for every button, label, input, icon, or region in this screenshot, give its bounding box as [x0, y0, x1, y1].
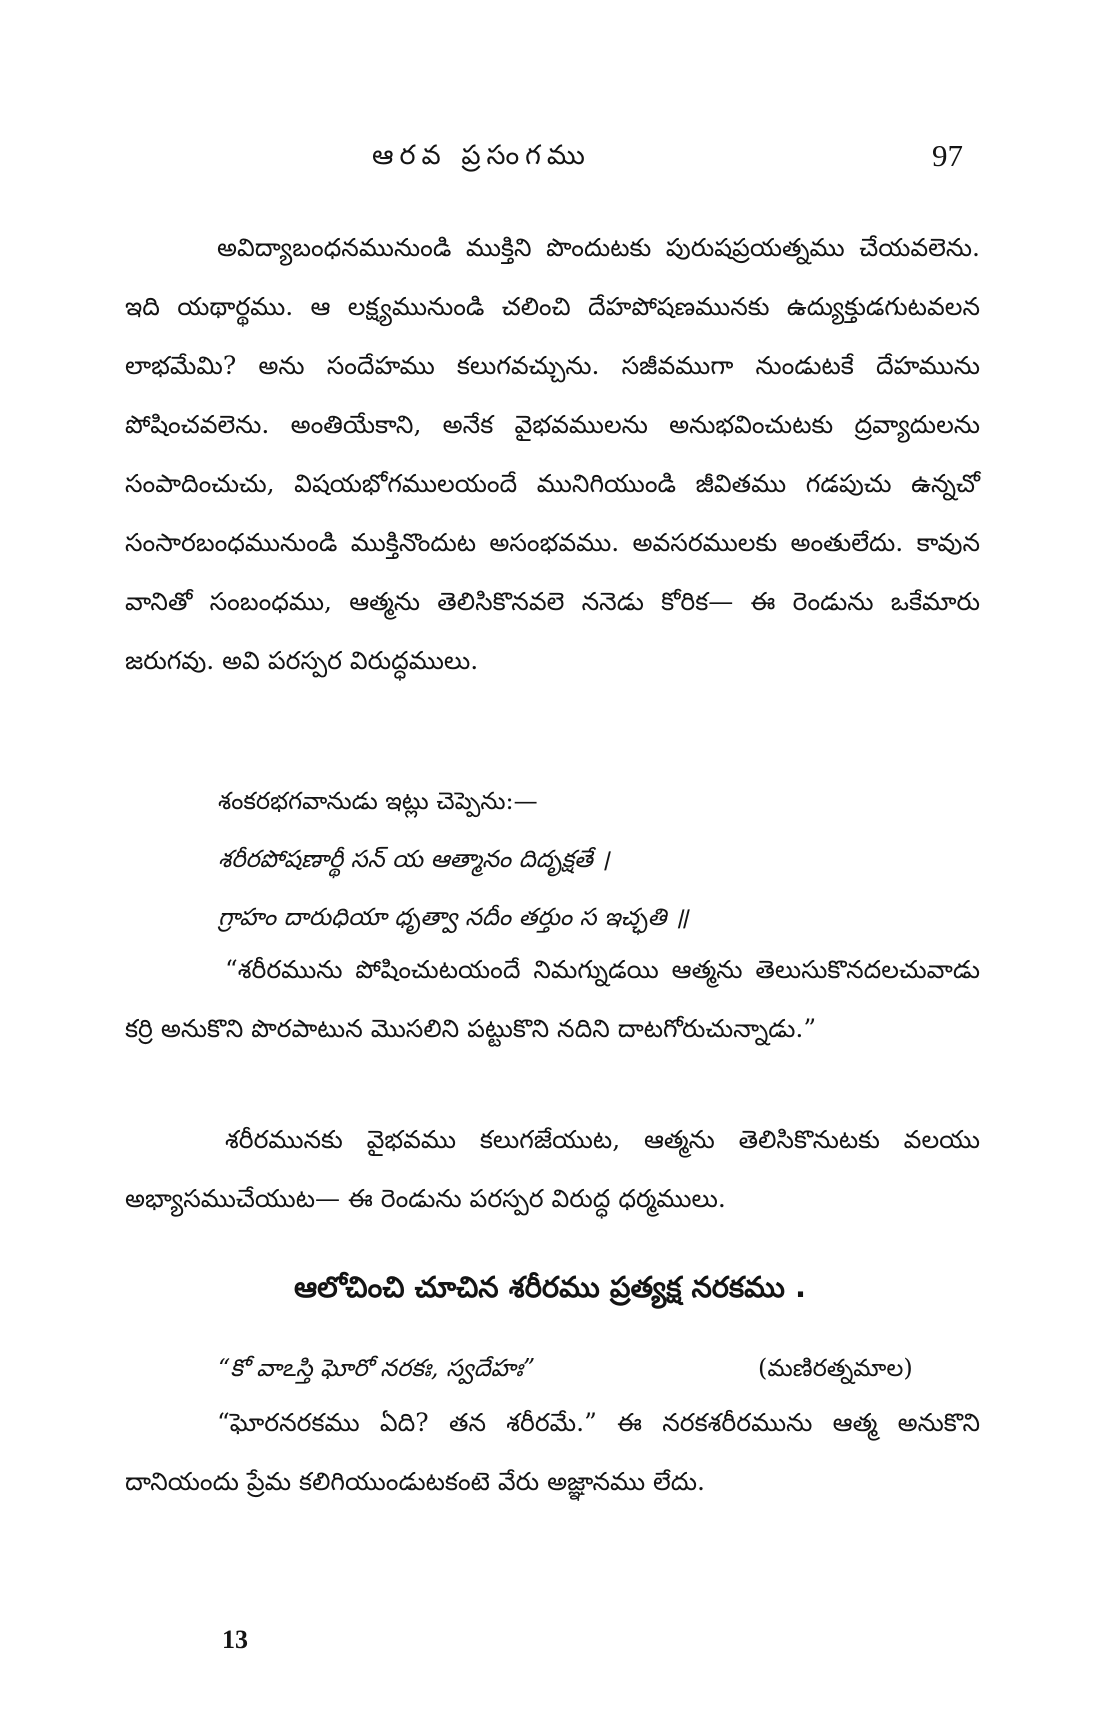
paragraph-4: “ఘోరనరకము ఏది? తన శరీరమే.” ఈ నరకశరీరమును ఆత్మ అనుకొని దానియందు ప్రేమ కలిగియుండుటకంటె వేరు అజ్ఞానము లేదు. — [125, 1408, 980, 1496]
quote-source: (మణిరత్నమాల) — [758, 1354, 913, 1382]
section-heading: ఆలోచించి చూచిన శరీరము ప్రత్యక్ష నరకము . — [294, 1270, 806, 1304]
verse-intro: శంకరభగవానుడు ఇట్లు చెప్పెను:— — [218, 787, 538, 815]
page-number: 97 — [932, 138, 963, 173]
running-title: ఆరవ ప్రసంగము — [372, 140, 591, 171]
paragraph-1: అవిద్యాబంధనమునుండి ముక్తిని పొందుటకు పురుషప్రయత్నము చేయవలెను. ఇది యథార్థము. ఆ లక్ష్యమునుండి చలించి దేహపోషణమునకు ఉద్యుక్తుడగుటవలన లాభమేమి? అను సందేహము కలుగవచ్చును. సజీవముగా నుండుటకే దేహమును పోషించవలెను. అంతియేకాని, అనేక వైభవములను అనుభవించుటకు ద్రవ్యాదులను సంపాదించుచు, విషయభోగములయందే మునిగియుండి జీవితము గడపుచు ఉన్నచో సంసారబంధమునుండి ముక్తినొందుట అసంభవము. అవసరములకు అంతులేదు. కావున వానితో సంబంధము, ఆత్మను తెలిసికొనవలె ననెడు కోరిక— ఈ రెండును ఒకేమారు జరుగవు. అవి పరస్పర విరుద్ధములు. — [125, 233, 980, 675]
signature-mark: 13 — [222, 1625, 248, 1654]
paragraph-3: శరీరమునకు వైభవము కలుగజేయుట, ఆత్మను తెలిసికొనుటకు వలయు అభ్యాసముచేయుట— ఈ రెండును పరస్పర విరుద్ధ ధర్మములు. — [125, 1125, 980, 1213]
paragraph-2: “శరీరమును పోషించుటయందే నిమగ్నుడయి ఆత్మను తెలుసుకొనదలచువాడు కర్రి అనుకొని పొరపాటున మొసలిని పట్టుకొని నదిని దాటగోరుచున్నాడు.” — [125, 955, 980, 1043]
sanskrit-quote: “కో వాఽస్తి ఘోరో నరకః, స్వదేహః” — [218, 1354, 536, 1382]
verse-line-1: శరీరపోషణార్థీ సన్ య ఆత్మానం దిదృక్షతే । — [218, 845, 610, 873]
verse-line-2: గ్రాహం దారుధియా ధృత్వా నదీం తర్తుం స ఇచ్ఛతి ॥ — [218, 903, 689, 931]
verse-block — [218, 772, 688, 946]
page-header — [0, 140, 1100, 190]
